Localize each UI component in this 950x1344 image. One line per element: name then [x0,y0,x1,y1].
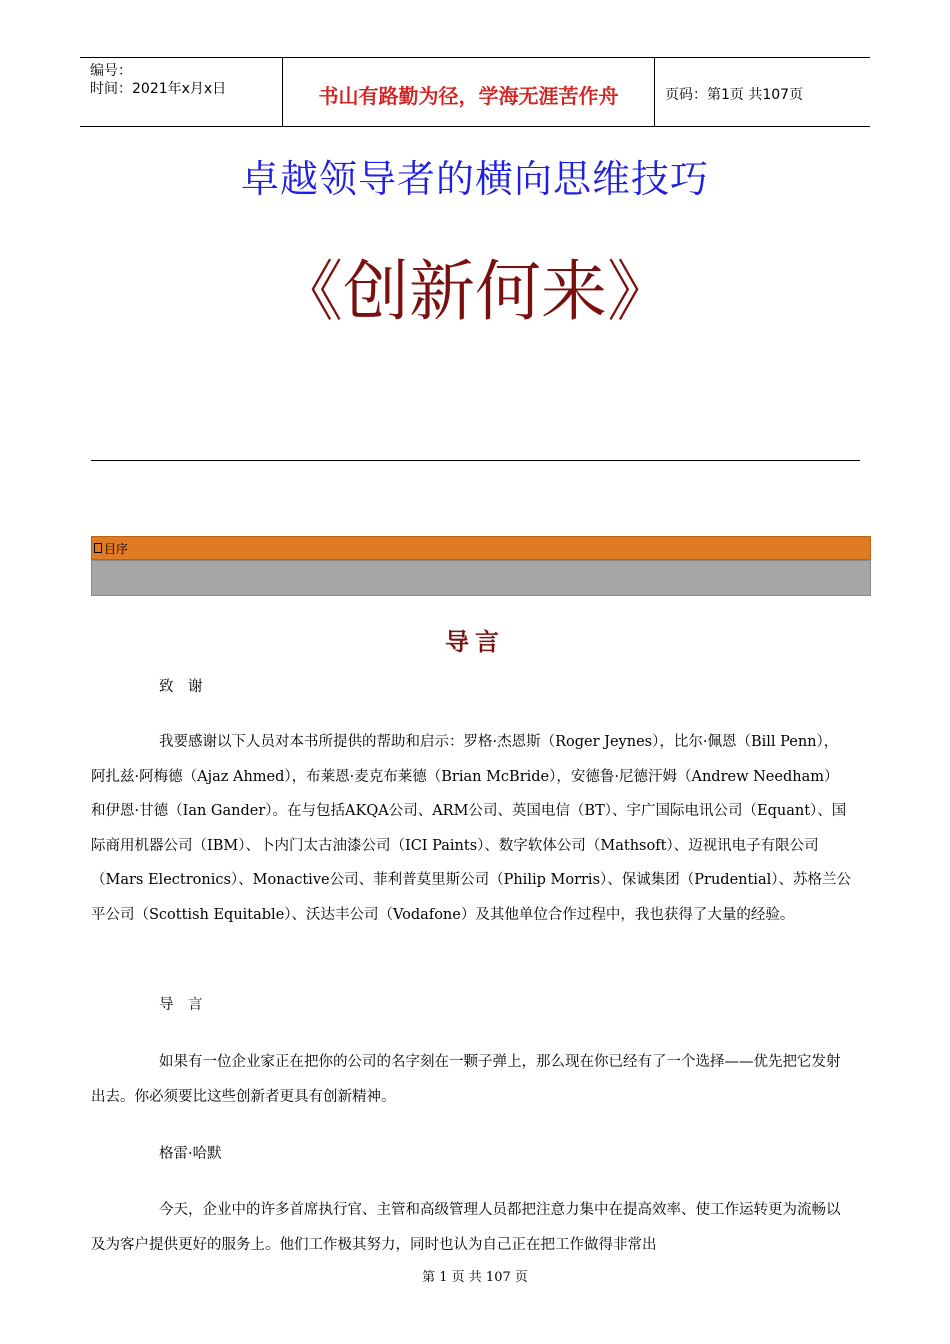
time-label: 时间：2021年x月x日 [90,81,227,97]
header-page-info: 页码：第1页 共107页 [665,87,804,103]
ack-paragraph: 我要感谢以下人员对本书所提供的帮助和启示：罗格·杰恩斯（Roger Jeynes），比尔·佩恩（Bill Penn），阿扎兹·阿梅德（Ajaz Ahmed），布莱恩·麦克布莱德（Brian McBride），安德鲁·尼德汗姆（Andrew Needham）和伊恩·甘德（Ian Gander）。在与包括AKQA公司、ARM公司、英国电信（BT）、宇广国际电讯公司（Equant）、国际商用机器公司（IBM）、卜内门太古油漆公司（ICI Paints）、数字软体公司（Mathsoft）、迈视讯电子有限公司（Mars Electronics）、Monactive公司、菲利普莫里斯公司（Philip Morris）、保诚集团（Prudential）、苏格兰公平公司（Scottish Equitable）、沃达丰公司（Vodafone）及其他单位合作过程中，我也获得了大量的经验。 [91,734,851,923]
toc-icon [94,543,102,553]
page-footer: 第 1 页 共 107 页 [422,1270,528,1285]
document-title: 卓越领导者的横向思维技巧 [240,157,709,201]
toc-content-bar [91,560,871,596]
toc-label: 目序 [104,541,129,556]
header-meta [80,58,282,126]
book-title: 《创新何来》 [277,253,673,330]
ack-heading: 致 谢 [159,679,203,695]
divider [91,460,860,461]
document-header [80,57,870,127]
code-label: 编号： [90,63,132,79]
body-paragraph: 今天，企业中的许多首席执行官、主管和高级管理人员都把注意力集中在提高效率、使工作运转更为流畅以及为客户提供更好的服务上。他们工作极其努力，同时也认为自己正在把工作做得非常出 [91,1202,841,1253]
toc-bar[interactable] [91,536,871,560]
section-title: 导言 [445,627,505,656]
header-motto: 书山有路勤为径，学海无涯苦作舟 [282,58,655,126]
author-line: 格雷·哈默 [159,1146,222,1162]
intro-paragraph: 如果有一位企业家正在把你的公司的名字刻在一颗子弹上，那么现在你已经有了一个选择——优先把它发射出去。你必须要比这些创新者更具有创新精神。 [91,1054,841,1105]
intro-heading: 导 言 [159,997,203,1013]
